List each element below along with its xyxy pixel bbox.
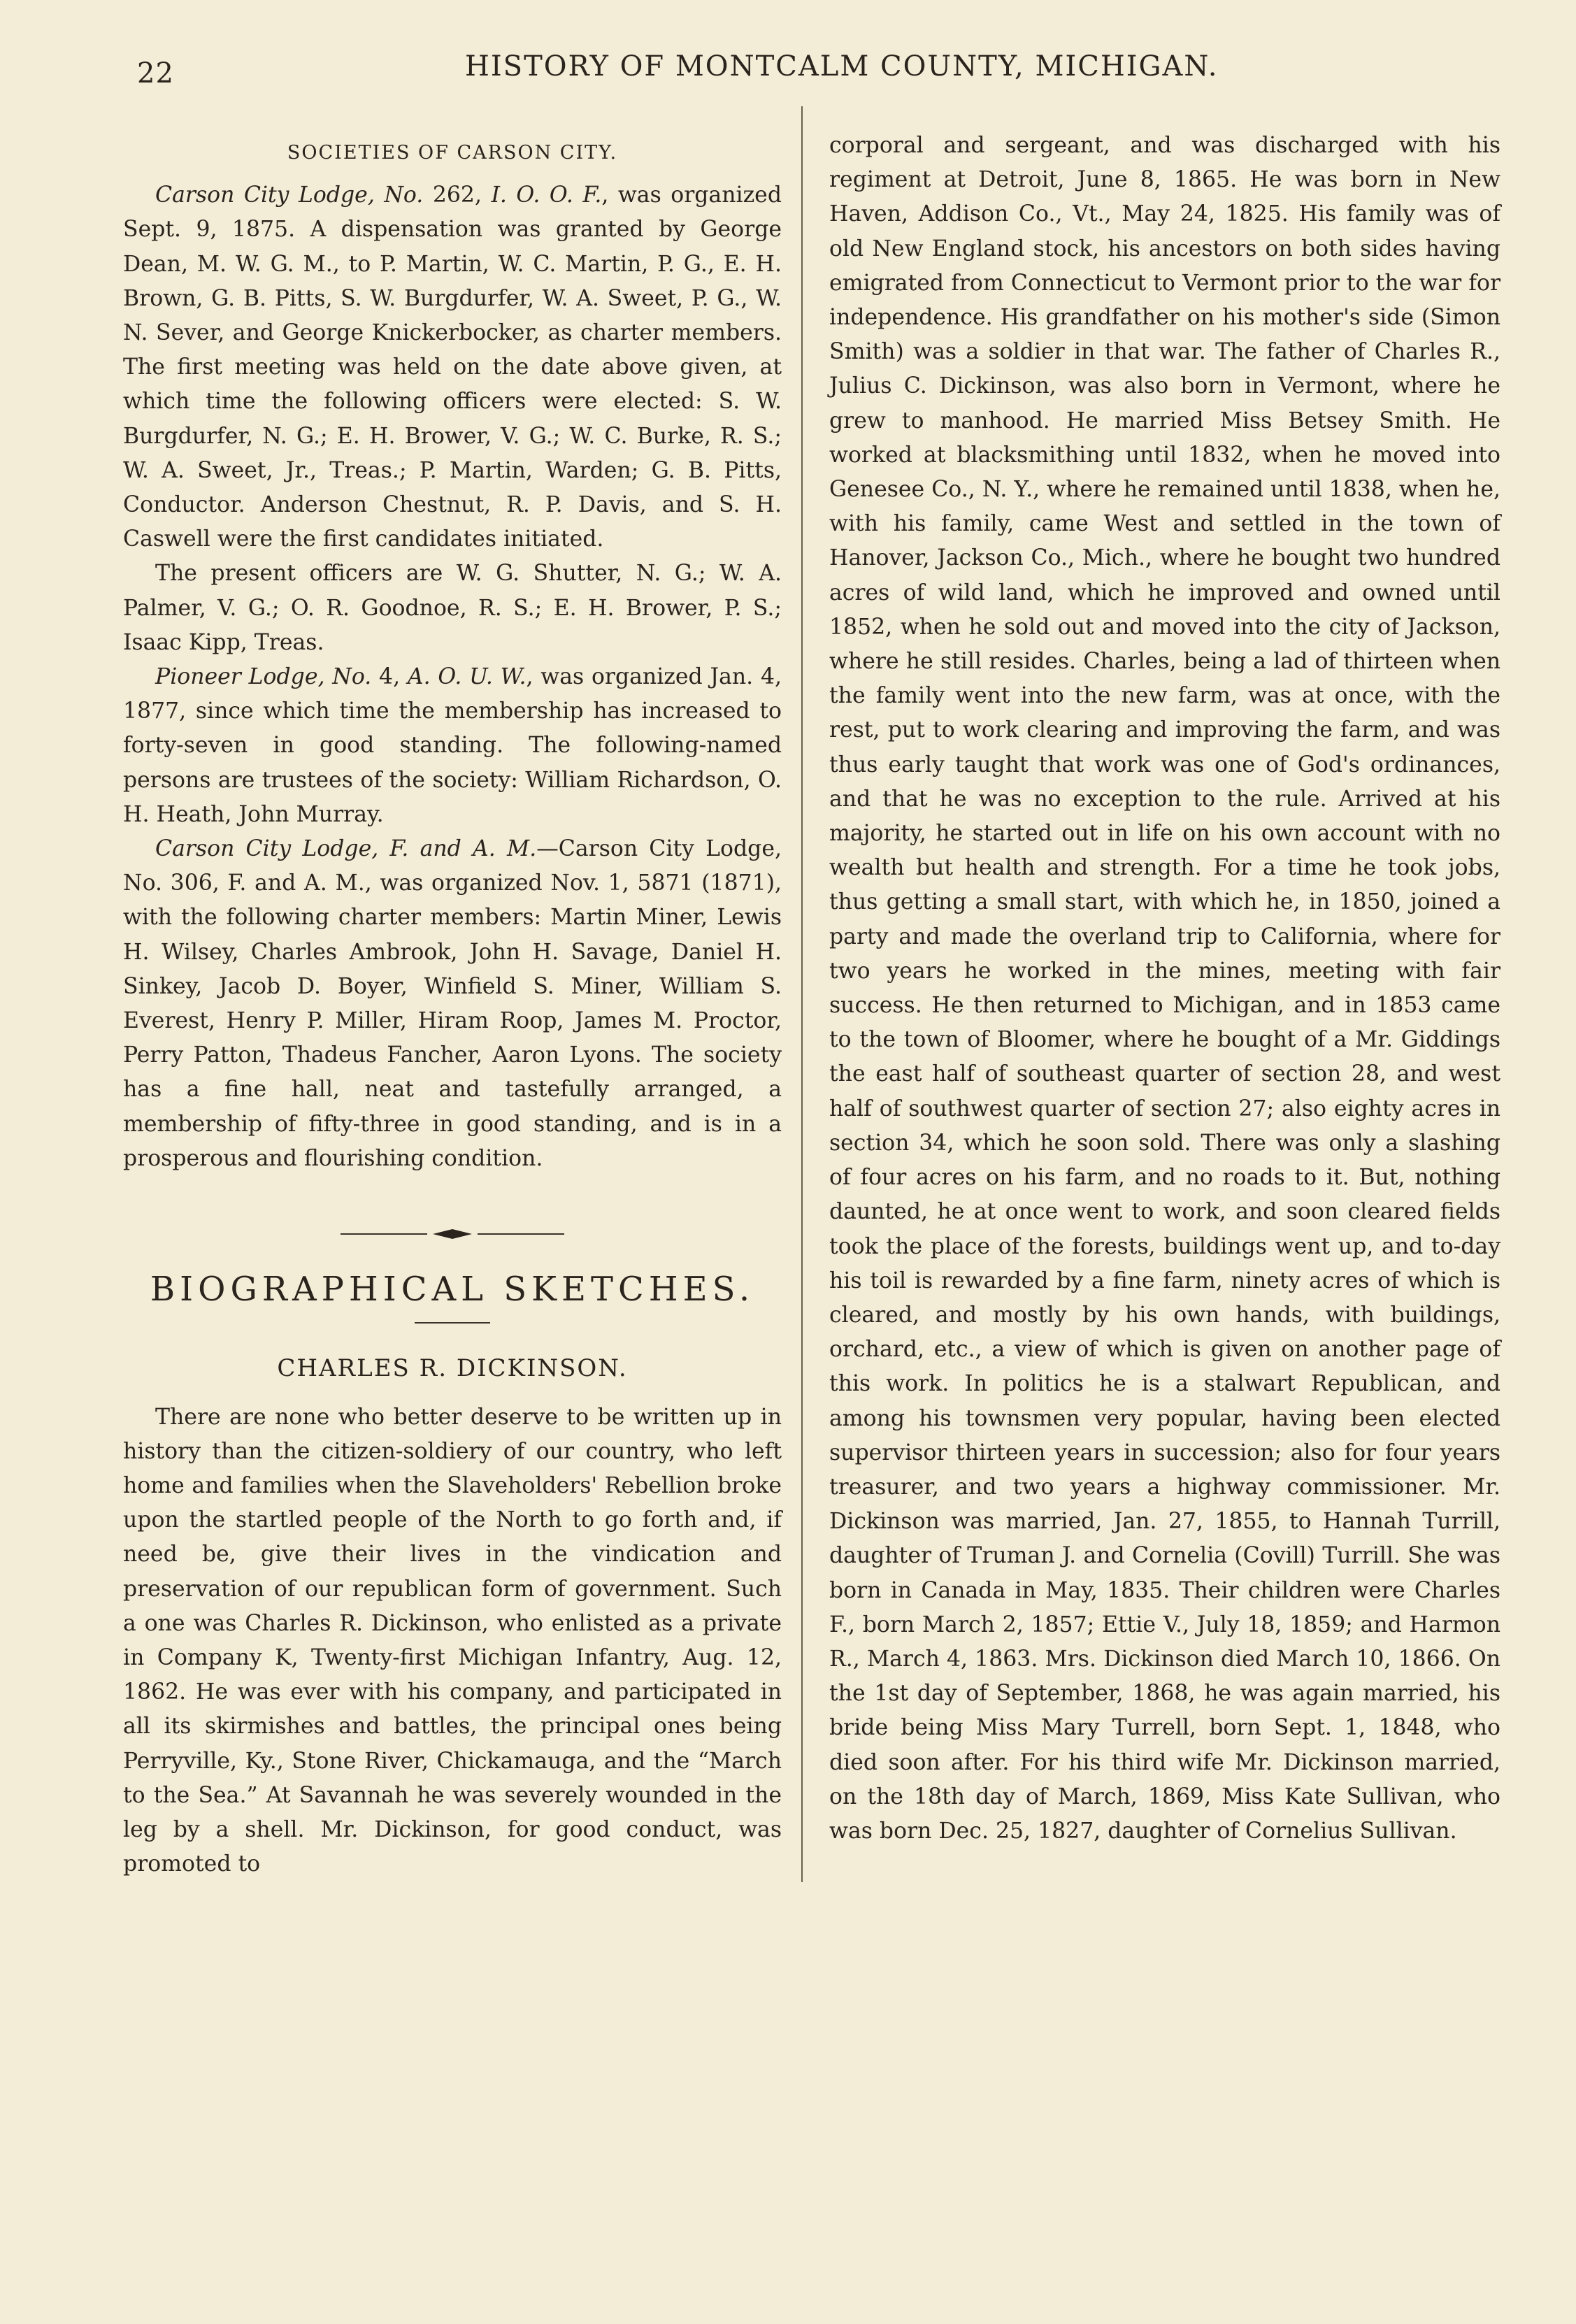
paragraph-bio-intro: There are none who better deserve to be written up in history than the citizen-soldiery of our country, who left home and families when the Slaveholders' Rebellion broke upon the startled people of the North to go forth and, if need be, give their lives in the vindication and preservation of our republican form of government. Such a one was Charles R. Dickinson, who enlisted as a private in Company K, Twenty-first Michigan Infantry, Aug. 12, 1862. He was ever with his company, and participated in all its skirmishes and battles, the principal ones being Perryville, Ky., Stone River, Chickamauga, and the “March to the Sea.” At Savannah he was severely wounded in the leg by a shell. Mr. Dickinson, for good conduct, was promoted to [123,1404,782,1877]
lodge-number: 262, [423,182,492,208]
lodge-order: A. O. U. W. [407,664,526,690]
societies-heading: SOCIETIES OF CARSON CITY. [287,142,618,164]
left-column [123,129,782,1881]
lodge-name: Carson City Lodge, F. and A. M. [155,836,537,862]
person-heading: CHARLES R. DICKINSON. [277,1354,628,1383]
right-column [829,129,1500,1849]
biographical-sketches-heading: BIOGRAPHICAL SKETCHES. [150,1270,755,1310]
lodge-order: I. O. O. F. [491,182,602,208]
lodge-number: 4, [371,664,408,690]
paragraph-officers: The present officers are W. G. Shutter, N. G.; W. A. Palmer, V. G.; O. R. Goodnoe, R. S.; E. H. Brower, P. S.; Isaac Kipp, Treas. [123,561,782,655]
lodge-name: Pioneer Lodge, No. [155,664,372,690]
page-number: 22 [137,57,174,89]
paragraph-masons [123,832,782,1176]
ornament-icon [431,1228,473,1240]
paragraph-text: , was organized Jan. 4, 1877, since which time the membership has increased to forty-seven in good standing. The following-named persons are trustees of the society: William Richardson, O. H. Heath, John Murray. [123,664,782,827]
lodge-name: Carson City Lodge, No. [155,182,424,208]
running-head: HISTORY OF MONTCALM COUNTY, MICHIGAN. [465,50,1219,83]
paragraph-aouw [123,660,782,832]
paragraph-text: —Carson City Lodge, No. 306, F. and A. M., was organized Nov. 1, 5871 (1871), with the following charter members: Martin Miner, Lewis H. Wilsey, Charles Ambrook, John H. Savage, Daniel H. Sinkey, Jacob D. Boyer, Winfield S. Miner, William S. Everest, Henry P. Miller, Hiram Roop, James M. Proctor, Perry Patton, Thadeus Fancher, Aaron Lyons. The society has a fine hall, neat and tastefully arranged, a membership of fifty-three in good standing, and is in a prosperous and flourishing condition. [123,836,782,1171]
paragraph-text: , was organized Sept. 9, 1875. A dispensation was granted by George Dean, M. W. G. M., to P. Martin, W. C. Martin, P. G., E. H. Brown, G. B. Pitts, S. W. Burgdurfer, W. A. Sweet, P. G., W. N. Sever, and George Knickerbocker, as charter members. The first meeting was held on the date above given, at which time the following officers were elected: S. W. Burgdurfer, N. G.; E. H. Brower, V. G.; W. C. Burke, R. S.; W. A. Sweet, Jr., Treas.; P. Martin, Warden; G. B. Pitts, Conductor. Anderson Chestnut, R. P. Davis, and S. H. Caswell were the first candidates initiated. [123,182,782,552]
paragraph-bio-continued: corporal and sergeant, and was discharged with his regiment at Detroit, June 8, 1865. He was born in New Haven, Addison Co., Vt., May 24, 1825. His family was of old New England stock, his ancestors on both sides having emigrated from Connecticut to Vermont prior to the war for independence. His grandfather on his mother's side (Simon Smith) was a soldier in that war. The father of Charles R., Julius C. Dickinson, was also born in Vermont, where he grew to manhood. He married Miss Betsey Smith. He worked at blacksmithing until 1832, when he moved into Genesee Co., N. Y., where he remained until 1838, when he, with his family, came West and settled in the town of Hanover, Jackson Co., Mich., where he bought two hundred acres of wild land, which he improved and owned until 1852, when he sold out and moved into the city of Jackson, where he still resides. Charles, being a lad of thirteen when the family went into the new farm, was at once, with the rest, put to work clearing and improving the farm, and was thus early taught that work was one of God's ordinances, and that he was no exception to the rule. Arrived at his majority, he started out in life on his own account with no wealth but health and strength. For a time he took jobs, thus getting a small start, with which he, in 1850, joined a party and made the overland trip to California, where for two years he worked in the mines, meeting with fair success. He then returned to Michigan, and in 1853 came to the town of Bloomer, where he bought of a Mr. Giddings the east half of southeast quarter of section 28, and west half of southwest quarter of section 27; also eighty acres in section 34, which he soon sold. There was only a slashing of four acres on his farm, and no roads to it. But, nothing daunted, he at once went to work, and soon cleared fields took the place of the forests, buildings went up, and to-day his toil is rewarded by a fine farm, ninety acres of which is cleared, and mostly by his own hands, with buildings, orchard, etc., a view of which is given on another page of this work. In politics he is a stalwart Republican, and among his townsmen very popular, having been elected supervisor thirteen years in succession; also for four years treasurer, and two years a highway commissioner. Mr. Dickinson was married, Jan. 27, 1855, to Hannah Turrill, daughter of Truman J. and Cornelia (Covill) Turrill. She was born in Canada in May, 1835. Their children were Charles F., born March 2, 1857; Ettie V., July 18, 1859; and Harmon R., March 4, 1863. Mrs. Dickinson died March 10, 1866. On the 1st day of September, 1868, he was again married, his bride being Miss Mary Turrell, born Sept. 1, 1848, who died soon after. For his third wife Mr. Dickinson married, on the 18th day of March, 1869, Miss Kate Sullivan, who was born Dec. 25, 1827, daughter of Cornelius Sullivan. [829,133,1500,1844]
heading-rule [415,1322,490,1324]
paragraph-ioof [123,178,782,557]
ornament-divider [341,1224,564,1245]
column-divider [801,106,803,1882]
